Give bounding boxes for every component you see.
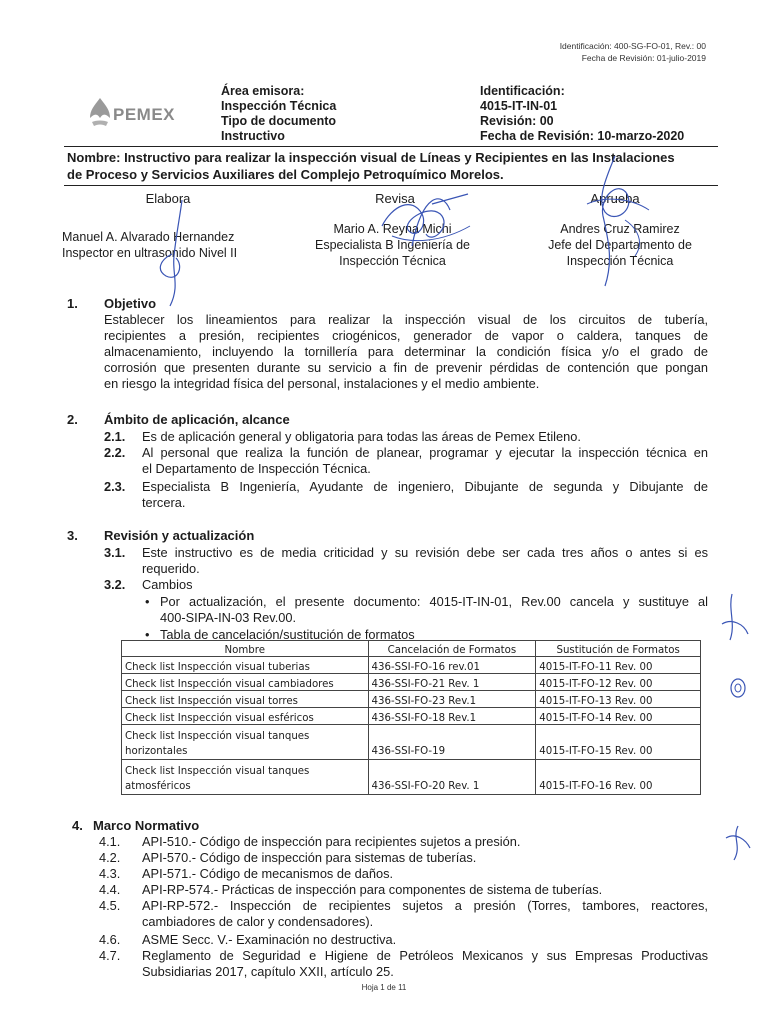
pemex-logo <box>86 96 196 132</box>
table-cell-line: atmosféricos <box>125 781 191 792</box>
bullet-dot: • <box>145 627 150 642</box>
formats-table <box>121 640 701 795</box>
document-name-line1: Instructivo para realizar la inspección visual de Líneas y Recipientes en las Instalaciones <box>120 150 675 165</box>
header-right <box>480 84 684 144</box>
signature-role-elabora: Elabora <box>145 191 191 206</box>
item-4-6-text <box>142 932 708 948</box>
item-line: ASME Secc. V.- Examinación no destructiva. <box>142 932 397 947</box>
item-4-5-text <box>142 898 708 930</box>
signature-role-aprueba: Aprueba <box>590 191 640 206</box>
signature-revisa-position: Especialista B Ingeniería de <box>315 238 470 252</box>
signature-elabora-ink <box>150 196 200 316</box>
page-footer: Hoja 1 de 11 <box>361 983 407 992</box>
table-cell <box>122 760 369 795</box>
item-line: Reglamento de Seguridad e Higiene de Petróleos Mexicanos y sus Empresas Productivas <box>142 948 708 963</box>
section-1-number: 1. <box>67 296 78 311</box>
table-cell: 4015-IT-FO-12 Rev. 00 <box>536 674 701 691</box>
item-4-3-text <box>142 866 708 882</box>
item-line: Especialista B Ingeniería, Ayudante de ingeniero, Dibujante de segunda y Dibujante de <box>142 479 708 494</box>
item-line: Cambios <box>142 577 193 592</box>
margin-initials-ink <box>718 590 758 870</box>
item-line: API-571.- Código de mecanismos de daños. <box>142 866 394 881</box>
signature-revisa-name: Mario A. Reyna Michi <box>333 222 452 236</box>
header-rule-top <box>64 146 718 147</box>
table-header-row <box>122 641 701 657</box>
item-line: tercera. <box>142 495 186 510</box>
header-area-value: Inspección Técnica <box>221 99 337 113</box>
item-3-2-number: 3.2. <box>104 577 126 592</box>
item-4-1-number: 4.1. <box>99 834 121 849</box>
item-2-3-number: 2.3. <box>104 479 126 494</box>
signature-elabora-name: Manuel A. Alvarado Hernandez <box>62 230 235 244</box>
header-left <box>221 84 336 144</box>
item-4-1-text <box>142 834 708 850</box>
item-4-2-text <box>142 850 708 866</box>
table-cell: 436-SSI-FO-18 Rev.1 <box>368 708 536 725</box>
section-1-line: Establecer los lineamientos para realizar la inspección visual de los circuitos de tubería, <box>104 312 708 327</box>
table-cell: 436-SSI-FO-23 Rev.1 <box>368 691 536 708</box>
signature-aprueba-name: Andres Cruz Ramirez <box>560 222 680 236</box>
item-4-2-number: 4.2. <box>99 850 121 865</box>
item-2-1-text <box>142 429 708 445</box>
header-id-value: 4015-IT-IN-01 <box>480 99 558 113</box>
table-cell: 436-SSI-FO-19 <box>368 725 536 760</box>
table-cell: 436-SSI-FO-16 rev.01 <box>368 657 536 674</box>
header-revision: Revisión: 00 <box>480 114 554 128</box>
form-revision-date: Fecha de Revisión: 01-julio-2019 <box>581 53 706 63</box>
header-revision-date: Fecha de Revisión: 10-marzo-2020 <box>480 129 685 143</box>
item-4-4-text <box>142 882 708 898</box>
bullet-dot: • <box>145 594 150 609</box>
table-header: Nombre <box>122 641 369 657</box>
item-4-7-text <box>142 948 708 980</box>
item-2-2-number: 2.2. <box>104 445 126 460</box>
section-2-title: Ámbito de aplicación, alcance <box>104 412 290 427</box>
item-2-1-number: 2.1. <box>104 429 126 444</box>
table-cell: 4015-IT-FO-16 Rev. 00 <box>536 760 701 795</box>
table-row <box>122 657 701 674</box>
item-line: el Departamento de Inspección Técnica. <box>142 461 371 476</box>
table-cell: Check list Inspección visual esféricos <box>122 708 369 725</box>
item-line: Este instructivo es de media criticidad y su revisión debe ser cada tres años o antes si es <box>142 545 708 560</box>
section-4-title: Marco Normativo <box>93 818 200 833</box>
bullet-line: Por actualización, el presente documento: 4015-IT-IN-01, Rev.00 cancela y sustituye al <box>160 594 708 609</box>
table-cell: Check list Inspección visual tuberias <box>122 657 369 674</box>
table-cell: 436-SSI-FO-21 Rev. 1 <box>368 674 536 691</box>
item-line: Al personal que realiza la función de planear, programar y ejecutar la inspección técnica en <box>142 445 708 460</box>
item-3-1-number: 3.1. <box>104 545 126 560</box>
table-cell: 4015-IT-FO-11 Rev. 00 <box>536 657 701 674</box>
bullet-1-text <box>160 594 708 626</box>
item-4-6-number: 4.6. <box>99 932 121 947</box>
item-line: Subsidiarias 2017, capítulo XXII, artículo 25. <box>142 964 394 979</box>
item-line: API-RP-574.- Prácticas de inspección para componentes de sistema de tuberías. <box>142 882 603 897</box>
item-line: requerido. <box>142 561 200 576</box>
header-type-value: Instructivo <box>221 129 285 143</box>
signature-revisa-ink <box>372 186 482 256</box>
signature-elabora-position: Inspector en ultrasonido Nivel II <box>62 246 238 260</box>
table-cell <box>122 725 369 760</box>
item-line: API-RP-572.- Inspección de recipientes sujetos a presión (Torres, tambores, reactores, <box>142 898 708 913</box>
table-row <box>122 760 701 795</box>
table-cell-line: Check list Inspección visual tanques <box>125 731 310 742</box>
section-1-line: corrosión que presenten durante su servicio a fin de prevenir pérdidas de contención que pongan <box>104 360 708 375</box>
form-metadata <box>560 40 706 64</box>
section-2-number: 2. <box>67 412 78 427</box>
signature-aprueba-department: Inspección Técnica <box>566 254 674 268</box>
table-row <box>122 708 701 725</box>
item-4-5-number: 4.5. <box>99 898 121 913</box>
pemex-eagle-icon <box>86 96 114 132</box>
item-line: API-570.- Código de inspección para sistemas de tuberías. <box>142 850 477 865</box>
table-row <box>122 674 701 691</box>
signature-revisa-department: Inspección Técnica <box>339 254 446 268</box>
signature-role-revisa: Revisa <box>375 191 415 206</box>
item-line: API-510.- Código de inspección para recipientes sujetos a presión. <box>142 834 521 849</box>
section-4-number: 4. <box>72 818 83 833</box>
item-2-2-text <box>142 445 708 477</box>
pemex-logo-text: PEMEX <box>113 105 176 124</box>
bullet-line: Tabla de cancelación/sustitución de formatos <box>160 627 415 642</box>
signature-aprueba-position: Jefe del Departamento de <box>548 238 692 252</box>
item-4-7-number: 4.7. <box>99 948 121 963</box>
table-row <box>122 691 701 708</box>
item-3-2-text <box>142 577 708 593</box>
signature-aprueba-ink <box>575 150 665 290</box>
table-cell: 4015-IT-FO-13 Rev. 00 <box>536 691 701 708</box>
table-cell: 4015-IT-FO-15 Rev. 00 <box>536 725 701 760</box>
table-cell: Check list Inspección visual cambiadores <box>122 674 369 691</box>
table-cell: 4015-IT-FO-14 Rev. 00 <box>536 708 701 725</box>
section-1-line: recipientes a presión, recipientes criogénicos, generador de vapor o caldera, tanques de <box>104 328 708 343</box>
table-cell: Check list Inspección visual torres <box>122 691 369 708</box>
item-2-3-text <box>142 479 708 511</box>
table-header: Cancelación de Formatos <box>368 641 536 657</box>
section-1-line: en riesgo la integridad física del personal, instalaciones y el medio ambiente. <box>104 376 540 391</box>
table-cell-line: horizontales <box>125 746 188 757</box>
header-type-label: Tipo de documento <box>221 114 337 128</box>
section-3-title: Revisión y actualización <box>104 528 255 543</box>
section-3-number: 3. <box>67 528 78 543</box>
bullet-line: 400-SIPA-IN-03 Rev.00. <box>160 610 297 625</box>
section-1-body <box>104 312 708 392</box>
form-identification: Identificación: 400-SG-FO-01, Rev.: 00 <box>559 41 706 51</box>
section-1-title: Objetivo <box>104 296 157 311</box>
table-cell: 436-SSI-FO-20 Rev. 1 <box>368 760 536 795</box>
item-3-1-text <box>142 545 708 577</box>
item-4-3-number: 4.3. <box>99 866 121 881</box>
table-header: Sustitución de Formatos <box>536 641 701 657</box>
section-1-line: almacenamiento, incluyendo la tornillería para determinar la condición física y/o el grado de <box>104 344 708 359</box>
item-line: Es de aplicación general y obligatoria para todas las áreas de Pemex Etileno. <box>142 429 581 444</box>
header-id-label: Identificación: <box>480 84 565 98</box>
document-name-label: Nombre: <box>67 150 121 165</box>
document-name-line2: de Proceso y Servicios Auxiliares del Complejo Petroquímico Morelos. <box>67 167 504 182</box>
header-area-label: Área emisora: <box>221 84 305 98</box>
table-cell-line: Check list Inspección visual tanques <box>125 766 310 777</box>
item-4-4-number: 4.4. <box>99 882 121 897</box>
item-line: cambiadores de calor y condensadores). <box>142 914 374 929</box>
table-row <box>122 725 701 760</box>
